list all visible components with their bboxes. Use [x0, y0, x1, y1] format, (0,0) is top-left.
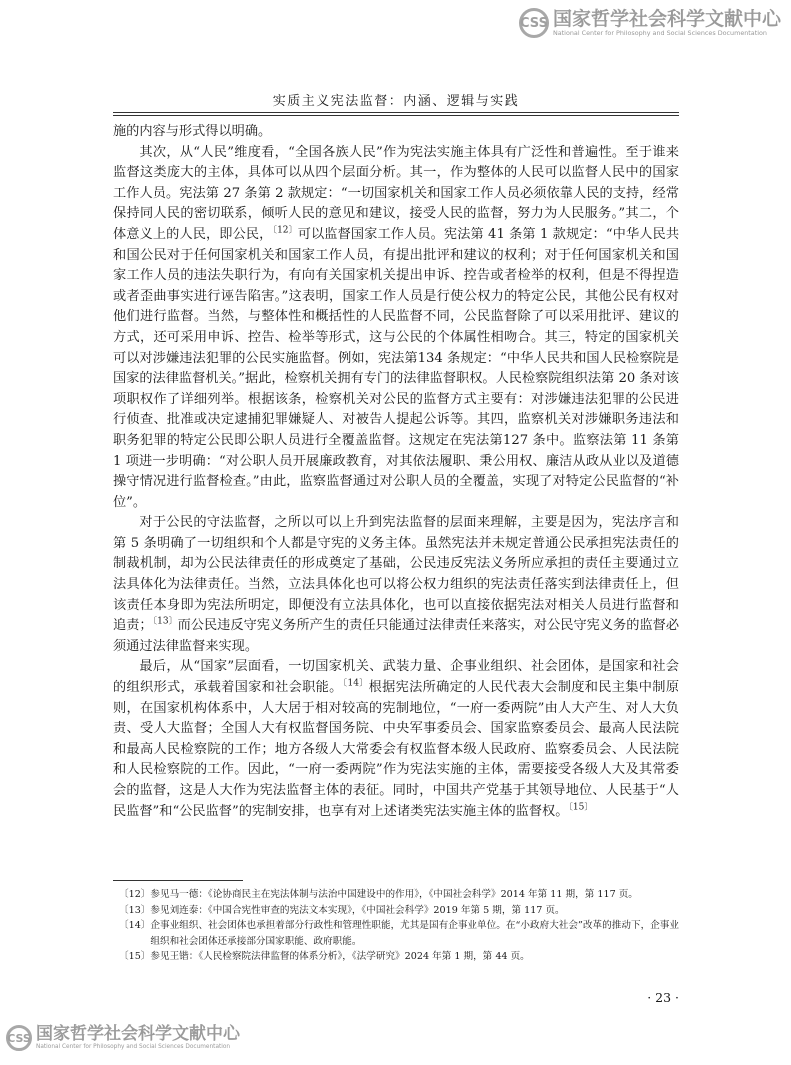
page-number: · 23 · [647, 990, 679, 1005]
paragraph [113, 513, 679, 657]
paragraph-text: 最后，从“国家”层面看，一切国家机关、武装力量、企事业组织、社会团体，是国家和社会的组织形式，承载着国家和社会职能。 [113, 659, 679, 696]
footnote-rule [113, 880, 243, 881]
footnote [113, 887, 679, 903]
footnote-ref: 〔13〕 [152, 616, 178, 627]
paragraph-text: 其次，从“人民”维度看，“全国各族人民”作为宪法实施主体具有广泛性和普遍性。至于谁来监督这类庞大的主体，具体可以从四个层面分析。其一，作为整体的人民可以监督人民中的国家工作人员。宪法第 27 条第 2 款规定：“一切国家机关和国家工作人员必须依靠人民的支持，经常保持同人民的密切联系，倾听人民的意见和建议，接受人民的监督，努力为人民服务。”其二，个体意义上的人民，即公民， [113, 144, 679, 242]
footnote-number: 〔14〕 [119, 920, 151, 931]
paragraph [113, 143, 679, 514]
paragraph-text: 施的内容与形式得以明确。 [113, 124, 272, 139]
footnote [113, 949, 679, 965]
footnote-ref: 〔14〕 [342, 678, 369, 689]
footnote-number: 〔12〕 [119, 889, 151, 900]
body-text [113, 122, 679, 822]
footnote-number: 〔13〕 [119, 904, 151, 916]
footnote-text: 参见马一德：《论协商民主在宪法体制与法治中国建设中的作用》，《中国社会科学》2014 年第 11 期，第 117 页。 [150, 889, 638, 900]
paragraph-text: 而公民违反守宪义务所产生的责任只能通过法律责任来落实，对公民守宪义务的监督必须通过法律监督来实现。 [113, 618, 680, 654]
paragraph [113, 122, 679, 143]
footnote-number: 〔15〕 [119, 951, 151, 962]
footnote-text: 参见刘连泰：《中国合宪性审查的宪法文本实现》，《中国社会科学》2019 年第 5 期，第 117 页。 [150, 904, 565, 916]
footnote-text: 参见王锴：《人民检察院法律监督的体系分析》，《法学研究》2024 年第 1 期，第 44 页。 [150, 951, 530, 962]
running-head: 实质主义宪法监督：内涵、逻辑与实践 [272, 94, 520, 109]
header-rule [113, 112, 679, 113]
archive-name-cn: 国家哲学社会科学文献中心 [552, 7, 781, 30]
footnotes [113, 887, 679, 965]
archive-name-cn: 国家哲学社会科学文献中心 [36, 1024, 240, 1045]
footnote-ref: 〔12〕 [272, 225, 298, 236]
paragraph-text: 对于公民的守法监督，之所以可以上升到宪法监督的层面来理解，主要是因为，宪法序言和第 5 条明确了一切组织和个人都是守宪的义务主体。虽然宪法并未规定普通公民承担宪法责任的制裁机制，却为公民法律责任的形成奠定了基础，公民违反宪法义务所应承担的责任主要通过立法具体化为法律责任。当然，立法具体化也可以将公权力组织的宪法责任落实到法律责任上，但该责任本身即为宪法所明定，即便没有立法具体化，也可以直接依据宪法对相关人员进行监督和追责； [113, 515, 679, 634]
footnote-ref: 〔15〕 [568, 802, 594, 813]
paragraph [113, 657, 679, 822]
footnote [113, 903, 679, 919]
archive-logo-top [519, 8, 781, 38]
archive-name-en: National Center for Philosophy and Social Sciences Documentation [36, 1043, 231, 1050]
archive-emblem-icon: CSS [519, 8, 549, 38]
paragraph-text: 根据宪法所确定的人民代表大会制度和民主集中制原则，在国家机构体系中，人大居于相对较高的宪制地位，“一府一委两院”由人大产生、对人大负责、受人大监督；全国人大有权监督国务院、中央军事委员会、国家监察委员会、最高人民法院和最高人民检察院的工作；地方各级人大常委会有权监督本级人民政府、监察委员会、人民法院和人民检察院的工作。因此，“一府一委两院”作为宪法实施的主体，需要接受各级人大及其常委会的监督，这是人大作为宪法监督主体的表征。同时，中国共产党基于其领导地位、人民基于“人民监督”和“公民监督”的宪制安排，也享有对上述诸类宪法实施主体的监督权。 [113, 680, 680, 819]
header-rule-thin [113, 115, 679, 116]
footnote [113, 918, 679, 949]
archive-emblem-icon: CSS [6, 1025, 32, 1051]
archive-logo-bottom [6, 1025, 240, 1051]
archive-name-en: National Center for Philosophy and Social Sciences Documentation [552, 28, 767, 37]
footnote-text: 企事业组织、社会团体也承担着部分行政性和管理性职能，尤其是国有企事业单位。在“小政府大社会”改革的推动下，企事业组织和社会团体还承接部分国家职能、政府职能。 [150, 920, 679, 947]
paragraph-text: 可以监督国家工作人员。宪法第 41 条第 1 款规定：“中华人民共和国公民对于任何国家机关和国家工作人员，有提出批评和建议的权利；对于任何国家机关和国家工作人员的违法失职行为，有向有关国家机关提出申诉、控告或者检举的权利，但是不得捏造或者歪曲事实进行诬告陷害。”这表明，国家工作人员是行使公权力的特定公民，其他公民有权对他们进行监督。当然，与整体性和概括性的人民监督不同，公民监督除了可以采用批评、建议的方式，还可采用申诉、控告、检举等形式，这与公民的个体属性相吻合。其三，特定的国家机关可以对涉嫌违法犯罪的公民实施监督。例如，宪法第134 条规定：“中华人民共和国人民检察院是国家的法律监督机关。”据此，检察机关拥有专门的法律监督职权。人民检察院组织法第 20 条对该项职权作了详细列举。根据该条，检察机关对公民的监督方式主要有：对涉嫌违法犯罪的公民进行侦查、批准或决定逮捕犯罪嫌疑人、对被告人提起公诉等。其四，监察机关对涉嫌职务违法和职务犯罪的特定公民即公职人员进行全覆盖监督。这规定在宪法第127 条中。监察法第 11 条第 1 项进一步明确：“对公职人员开展廉政教育，对其依法履职、秉公用权、廉洁从政从业以及道德操守情况进行监督检查。”由此，监察监督通过对公职人员的全覆盖，实现了对特定公民监督的“补位”。 [113, 226, 680, 510]
